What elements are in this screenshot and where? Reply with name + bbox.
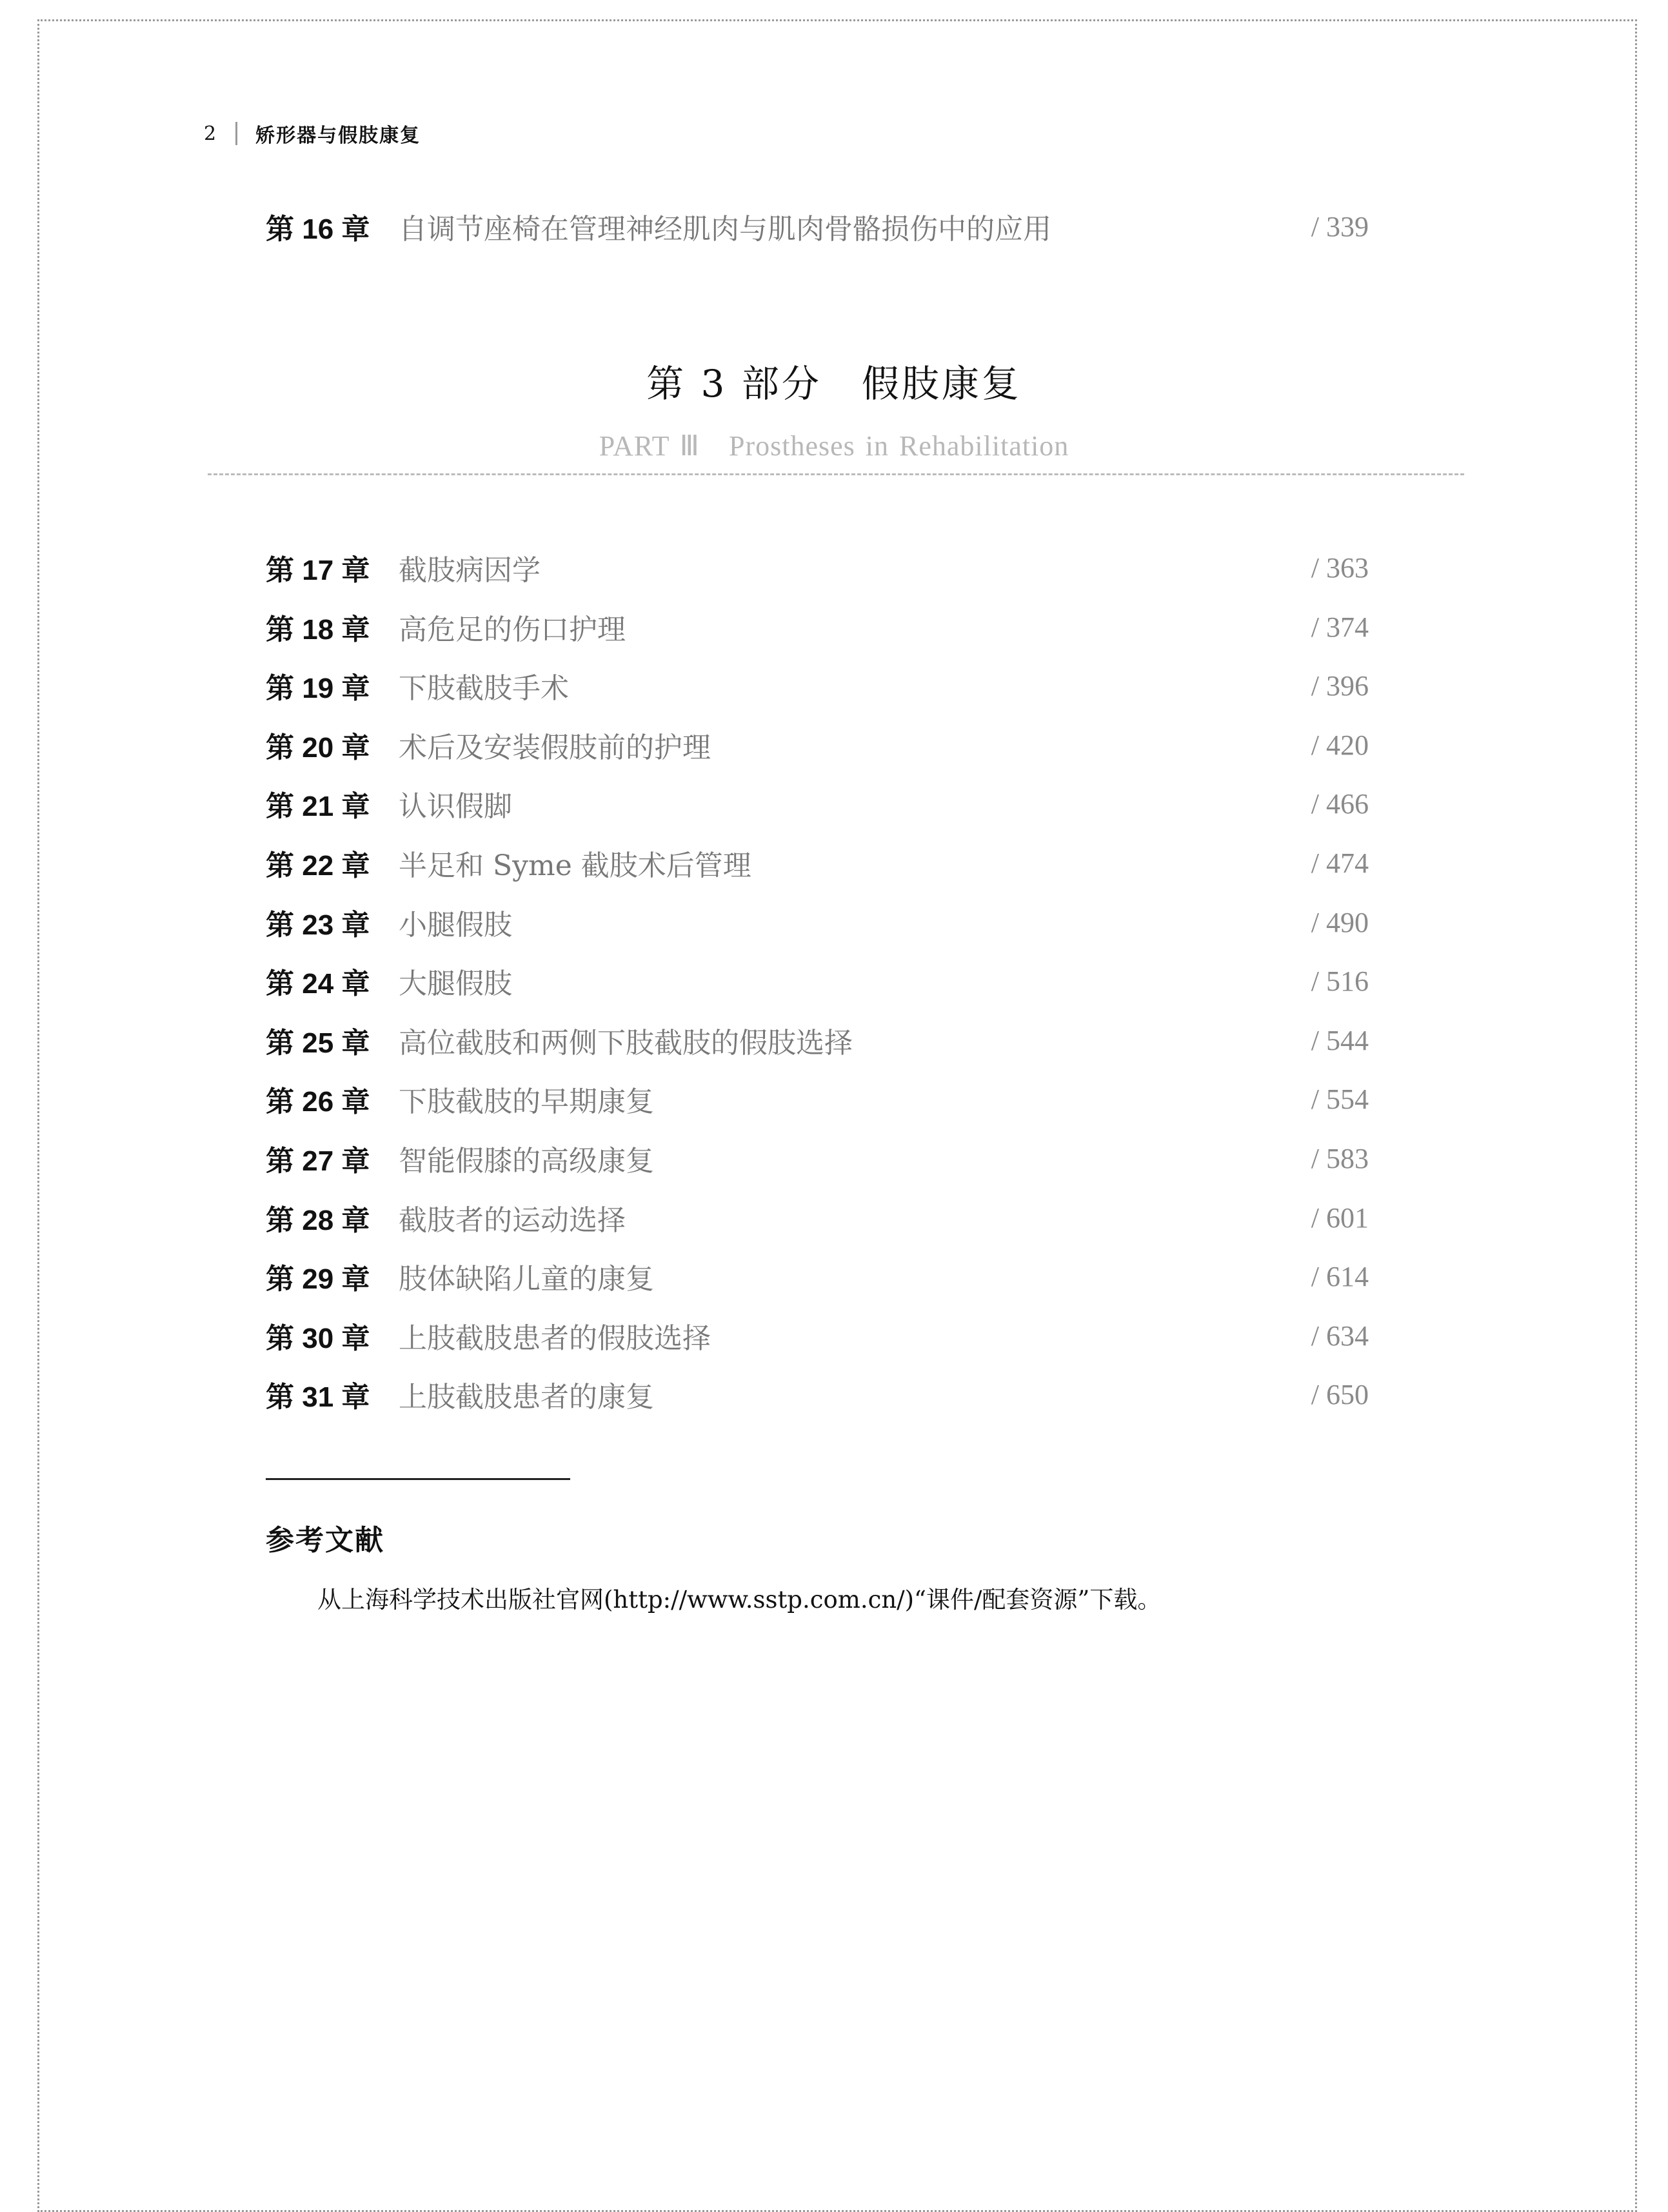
chapter-number: 第 28 章 [266, 1205, 370, 1236]
toc-entry[interactable] [266, 545, 1369, 590]
chapter-number: 第 25 章 [266, 1027, 370, 1059]
chapter-number: 第 31 章 [266, 1381, 370, 1413]
chapter-number: 第 16 章 [266, 213, 370, 245]
toc-entry[interactable] [266, 1076, 1369, 1121]
chapter-page: / 396 [1311, 669, 1369, 702]
part-divider [208, 473, 1464, 475]
chapter-number: 第 19 章 [266, 673, 370, 704]
toc-entry[interactable] [266, 1313, 1369, 1358]
chapter-number: 第 22 章 [266, 850, 370, 882]
chapter-title: 自调节座椅在管理神经肌肉与肌肉骨骼损伤中的应用 [399, 213, 1051, 246]
chapter-number: 第 29 章 [266, 1263, 370, 1295]
toc-entry[interactable] [266, 900, 1369, 945]
chapter-title: 截肢病因学 [399, 554, 541, 587]
toc-entry[interactable] [266, 722, 1369, 767]
chapter-page: / 614 [1311, 1260, 1369, 1292]
chapter-title: 高位截肢和两侧下肢截肢的假肢选择 [399, 1027, 853, 1060]
toc-entry[interactable] [266, 1195, 1369, 1240]
chapter-title: 上肢截肢患者的假肢选择 [399, 1322, 711, 1355]
chapter-page: / 490 [1311, 906, 1369, 938]
toc-entry[interactable] [266, 1372, 1369, 1417]
chapter-page: / 374 [1311, 611, 1369, 643]
part-title: 第 3 部分 假肢康复 [646, 362, 1022, 406]
chapter-page: / 363 [1311, 551, 1369, 584]
chapter-title: 认识假脚 [399, 790, 512, 823]
chapter-page: / 650 [1311, 1378, 1369, 1410]
chapter-title: 大腿假肢 [399, 967, 512, 1000]
chapter-title: 下肢截肢手术 [399, 672, 569, 705]
chapter-title: 肢体缺陷儿童的康复 [399, 1263, 654, 1296]
chapter-page: / 601 [1311, 1201, 1369, 1234]
chapter-number: 第 24 章 [266, 968, 370, 1000]
chapter-page: / 634 [1311, 1319, 1369, 1352]
chapter-title: 高危足的伤口护理 [399, 613, 626, 646]
chapter-title: 下肢截肢的早期康复 [399, 1085, 654, 1118]
chapter-page: / 474 [1311, 847, 1369, 879]
toc-entry[interactable] [266, 204, 1369, 249]
toc-entry[interactable] [266, 840, 1369, 885]
chapter-page: / 544 [1311, 1024, 1369, 1056]
running-header [204, 117, 421, 150]
chapter-number: 第 23 章 [266, 909, 370, 941]
chapter-page: / 554 [1311, 1083, 1369, 1115]
references-heading: 参考文献 [266, 1524, 384, 1557]
chapter-number: 第 21 章 [266, 791, 370, 822]
chapter-title: 术后及安装假肢前的护理 [399, 731, 711, 764]
references-text: 从上海科学技术出版社官网(http://www.sstp.com.cn/)“课件/配套资源”下载。 [317, 1586, 1162, 1614]
toc-entry[interactable] [266, 1018, 1369, 1063]
chapter-page: / 420 [1311, 729, 1369, 761]
part-subtitle: PART Ⅲ Prostheses in Rehabilitation [599, 430, 1069, 462]
chapter-title: 小腿假肢 [399, 909, 512, 942]
chapter-title: 截肢者的运动选择 [399, 1204, 626, 1237]
toc-entry[interactable] [266, 781, 1369, 826]
chapter-title: 半足和 Syme 截肢术后管理 [399, 849, 751, 882]
header-separator [235, 122, 237, 145]
chapter-page: / 466 [1311, 787, 1369, 820]
book-title: 矫形器与假肢康复 [255, 124, 421, 147]
chapter-number: 第 26 章 [266, 1086, 370, 1118]
chapter-number: 第 27 章 [266, 1145, 370, 1177]
chapter-page: / 339 [1311, 210, 1369, 242]
chapter-number: 第 20 章 [266, 732, 370, 764]
toc-entry[interactable] [266, 1136, 1369, 1181]
chapter-title: 上肢截肢患者的康复 [399, 1381, 654, 1414]
chapter-page: / 583 [1311, 1142, 1369, 1174]
chapter-page: / 516 [1311, 965, 1369, 997]
chapter-number: 第 18 章 [266, 614, 370, 646]
footnote-rule [266, 1478, 570, 1480]
toc-entry[interactable] [266, 1254, 1369, 1299]
toc-entry[interactable] [266, 663, 1369, 708]
chapter-title: 智能假膝的高级康复 [399, 1145, 654, 1178]
toc-entry[interactable] [266, 604, 1369, 649]
chapter-number: 第 17 章 [266, 555, 370, 586]
chapter-number: 第 30 章 [266, 1323, 370, 1354]
toc-entry[interactable] [266, 958, 1369, 1003]
page-number: 2 [204, 122, 217, 145]
